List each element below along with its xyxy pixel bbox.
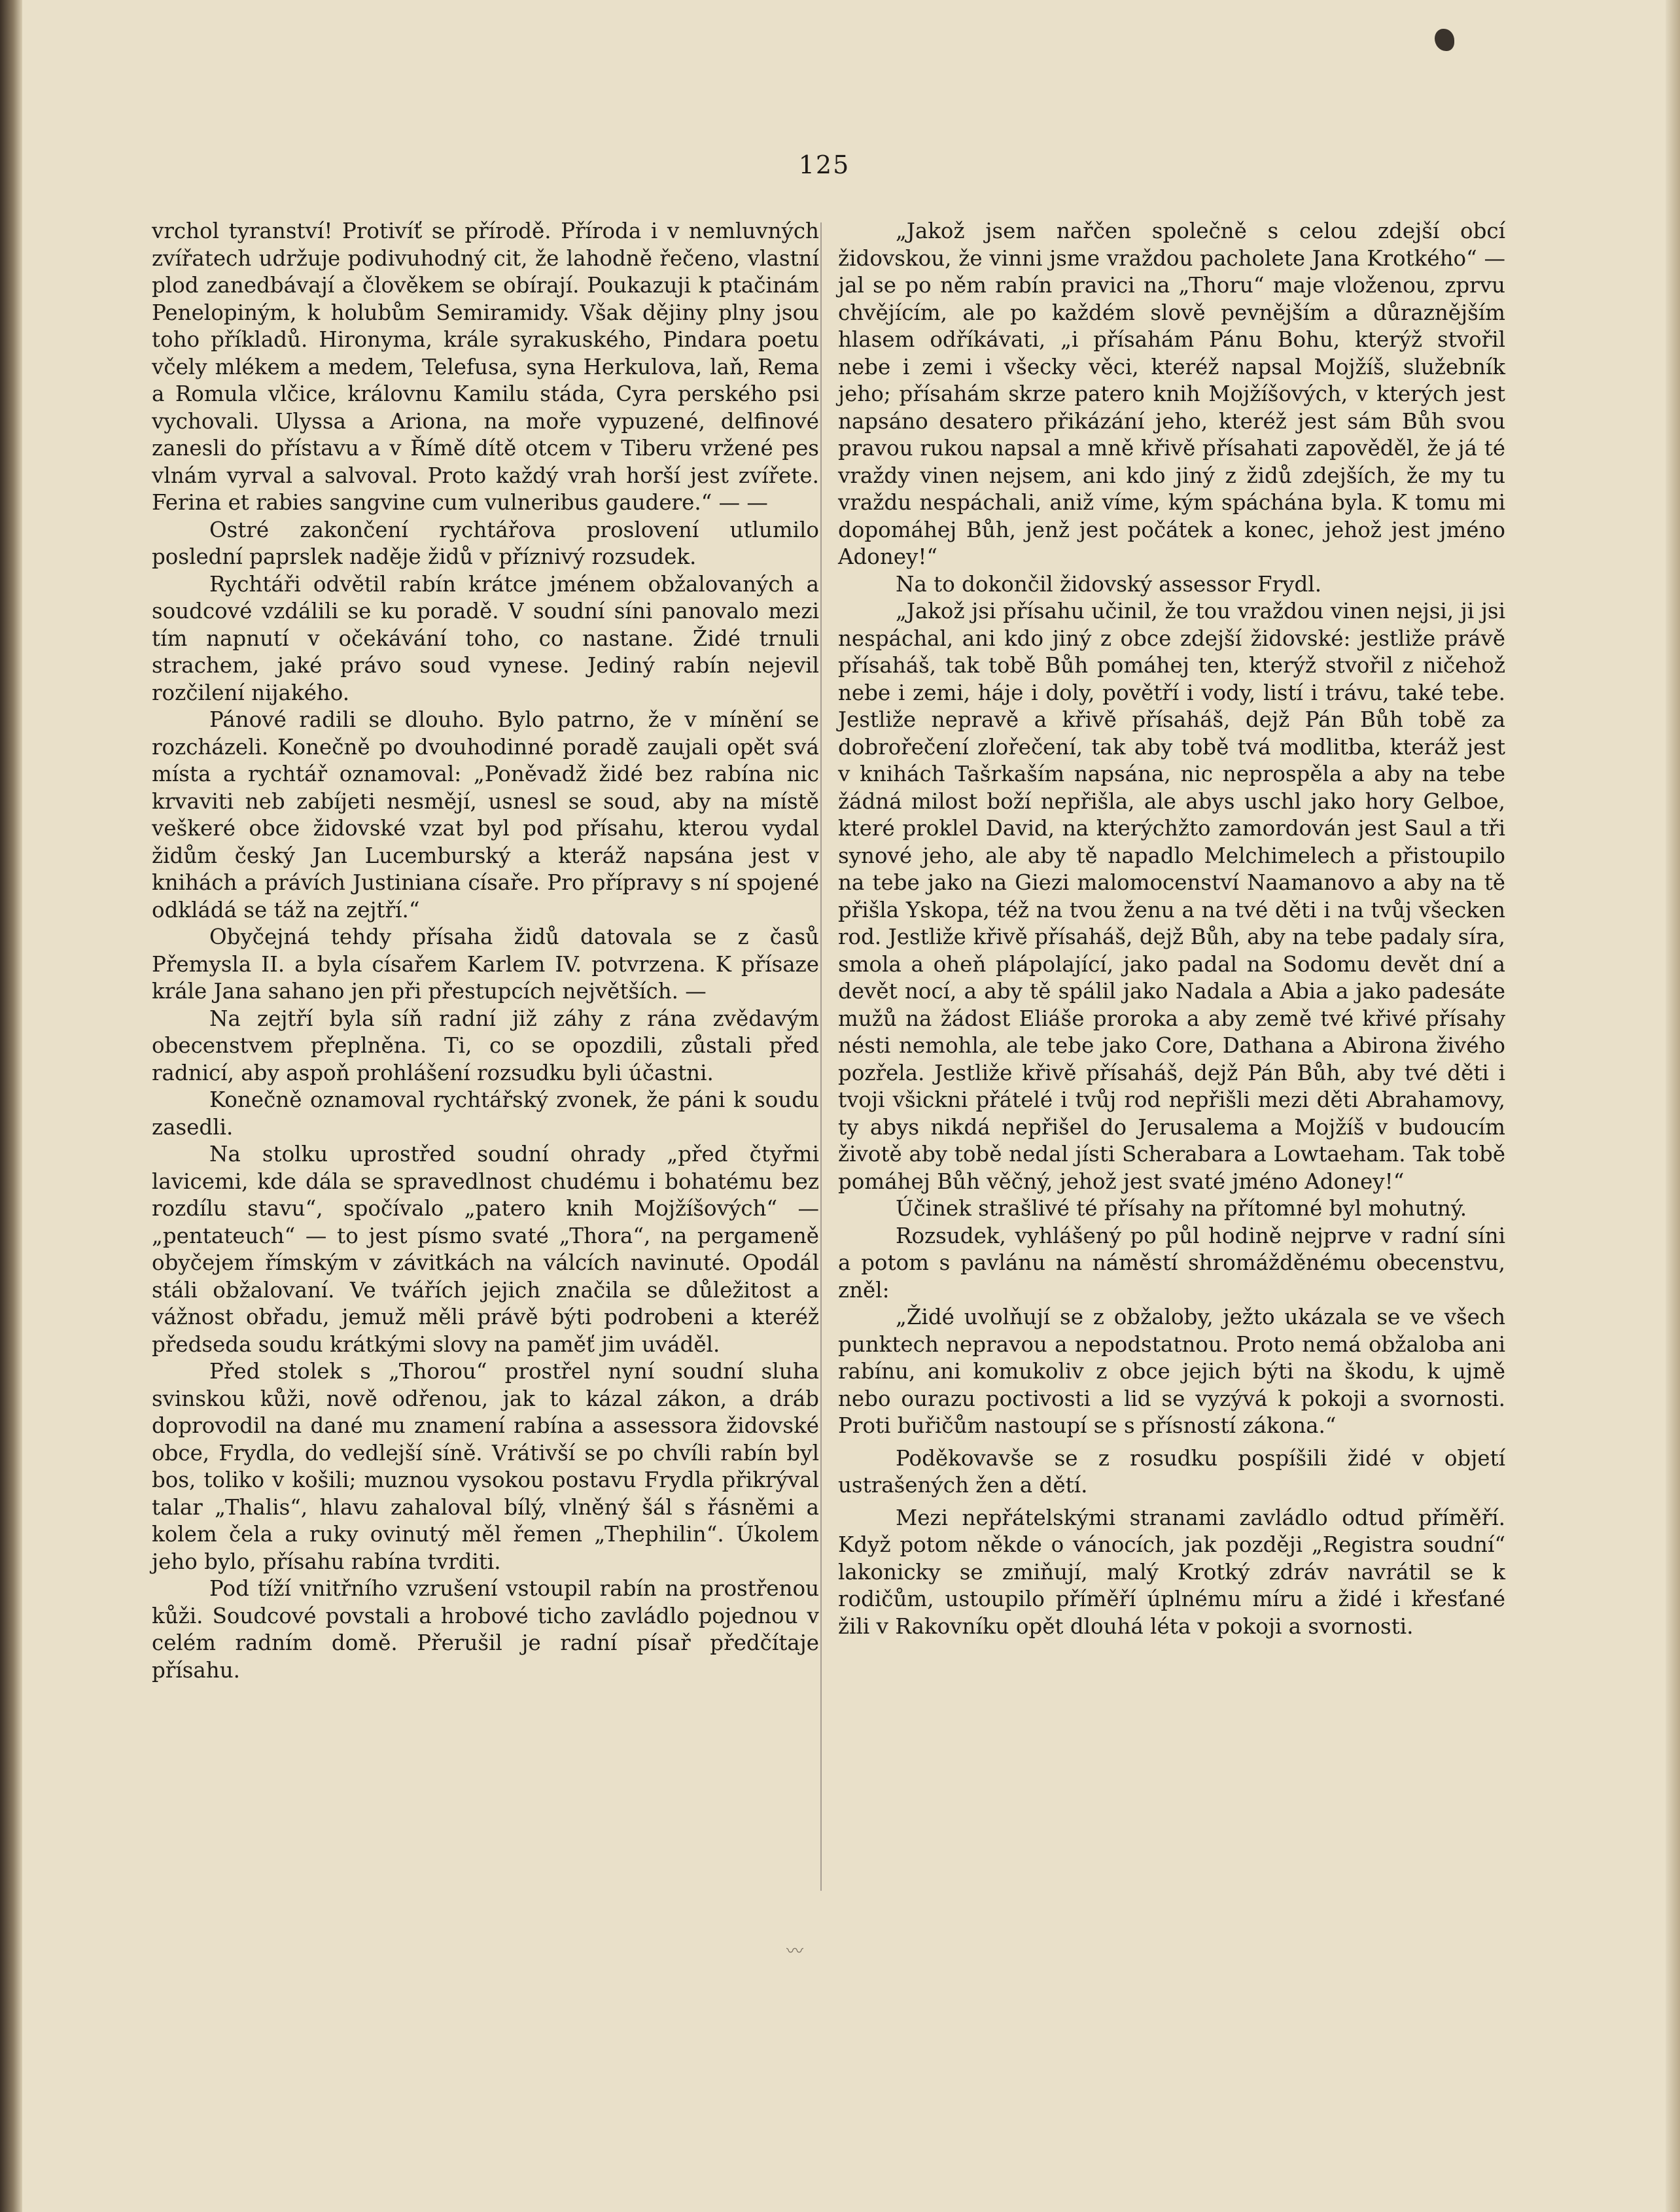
right-column (838, 218, 1505, 1640)
paragraph: Rozsudek, vyhlášený po půl hodině nejprve v radní síni a potom s pavlánu na náměstí shromážděnému obecenstvu, zněl: (838, 1223, 1505, 1303)
paragraph: „Jakož jsem nařčen společně s celou zdejší obcí židovskou, že vinni jsme vraždou pacholete Jana Krotkého“ — jal se po něm rabín pravici na „Thoru“ maje vloženou, zprvu chvějícím, ale po každém slově pevnějším a důraznějším hlasem odříkávati, „i přísahám Pánu Bohu, kterýž stvořil nebe i zemi i všecky věci, kteréž napsal Mojžíš, služebník jeho; přísahám skrze patero knih Mojžíšových, v kterých jest napsáno desatero přikázání jeho, kteréž jest sám Bůh svou pravou rukou napsal a mně křivě přísahati zapověděl, že já té vraždy vinen nejsem, ani kdo jiný z židů zdejších, že my tu vraždu nespáchali, aniž víme, kým spáchána byla. K tomu mi dopomáhej Bůh, jenž jest počátek a konec, jehož jest jméno Adoney!“ (838, 219, 1505, 569)
paragraph: Ostré zakončení rychtářova proslovení utlumilo poslední paprslek naděje židů v příznivý rozsudek. (152, 517, 819, 569)
paragraph: Rychtáři odvětil rabín krátce jménem obžalovaných a soudcové vzdálili se ku poradě. V soudní síni panovalo mezi tím napnutí v očekávání toho, co nastane. Židé trnuli strachem, jaké právo soud vynese. Jediný rabín nejevil rozčilení nijakého. (152, 571, 819, 705)
paragraph: Mezi nepřátelskými stranami zavládlo odtud příměří. Když potom někde o vánocích, jak později „Registra soudní“ lakonicky se zmiňují, malý Krotký zdráv navrátil se k rodičům, ustoupilo příměří úplnému míru a židé i křesťané žili v Rakovníku opět dlouhá léta v pokoji a svornosti. (838, 1505, 1505, 1639)
paragraph: Pánové radili se dlouho. Bylo patrno, že v mínění se rozcházeli. Konečně po dvouhodinné poradě zaujali opět svá místa a rychtář oznamoval: „Poněvadž židé bez rabína nic krvaviti neb zabíjeti nesmějí, usnesl se soud, aby na místě veškeré obce židovské vzat byl pod přísahu, kterou vydal židům český Jan Lucemburský a kteráž napsána jest v knihách a právích Justiniana císaře. Pro přípravy s ní spojené odkládá se táž na zejtří.“ (152, 707, 819, 922)
column-divider (820, 222, 822, 1891)
left-column (152, 218, 819, 1684)
paragraph: Účinek strašlivé té přísahy na přítomné byl mohutný. (896, 1196, 1467, 1221)
page-outer-edge (1666, 0, 1680, 2212)
page-binding-edge (0, 0, 22, 2212)
paragraph: vrchol tyranství! Protivíť se přírodě. Příroda i v nemluvných zvířatech udržuje podivuhodný cit, že lahodně řečeno, vlastní plod zanedbávají a člověkem se obírají. Poukazuji k ptačinám Penelopiným, k holubům Semiramidy. Však dějiny plny jsou toho příkladů. Hironyma, krále syrakuského, Pindara poetu včely mlékem a medem, Telefusa, syna Herkulova, laň, Rema a Romula vlčice, královnu Kamilu stáda, Cyra perského psi vychovali. Ulyssa a Ariona, na moře vypuzené, delfinové zanesli do přístavu a v Římě dítě otcem v Tiberu vržené pes vlnám vyrval a salvoval. Proto každý vrah horší jest zvířete. Ferina et rabies sangvine cum vulneribus gaudere.“ — — (152, 219, 819, 515)
ink-spot (1435, 29, 1454, 51)
paragraph: Poděkovavše se z rosudku pospíšili židé v objetí ustrašených žen a dětí. (838, 1445, 1505, 1498)
paragraph: „Jakož jsi přísahu učinil, že tou vraždou vinen nejsi, ji jsi nespáchal, ani kdo jiný z obce zdejší židovské: jestliže právě přísaháš, tak tobě Bůh pomáhej ten, kterýž stvořil z ničehož nebe i zemi, háje i doly, povětří i vody, listí i trávu, také tebe. Jestliže nepravě a křivě přísaháš, dejž Pán Bůh tobě za dobrořečení zlořečení, tak aby tobě tvá modlitba, kteráž jest v knihách Tašrkaším napsána, nic neprospěla a aby na tebe žádná milost boží nepřišla, ale abys uschl jako hory Gelboe, které proklel David, na kterýchžto zamordován jest Saul a tři synové jeho, ale aby tě napadlo Melchimelech a přistoupilo na tebe jako na Giezi malomocenství Naamanovo a aby na tě přišla Yskopa, též na tvou ženu a na tvé děti i na tvůj všecken rod. Jestliže křivě přísaháš, dejž Bůh, aby na tebe padaly síra, smola a oheň plápolající, jako padal na Sodomu devět dní a devět nocí, a aby tě spálil jako Nadala a Abia a jako padesáte mužů na žádost Eliáše proroka a aby země tvé křivé přísahy nésti nemohla, ale tebe jako Core, Dathana a Abirona živého pozřela. Jestliže křivě přísaháš, dejž Pán Bůh, aby tvé děti i tvoji všickni přátelé i tvůj rod nepřišli mezi děti Abrahamovy, ty abys nikdá nepřišel do Jerusalema a Mojžíš v budoucím životě aby tobě nedal jísti Scherabara a Lowtaeham. Tak tobě pomáhej Bůh věčný, jehož jest svaté jméno Adoney!“ (838, 599, 1505, 1194)
paragraph: Na to dokončil židovský assessor Frydl. (896, 571, 1322, 597)
page-number: 125 (798, 150, 850, 179)
paragraph: Před stolek s „Thorou“ prostřel nyní soudní sluha svinskou kůži, nově odřenou, jak to kázal zákon, a dráb doprovodil na dané mu znamení rabína a assessora židovské obce, Frydla, do vedlejší síně. Vrátivší se po chvíli rabín byl bos, toliko v košili; muznou vysokou postavu Frydla přikrýval talar „Thalis“, hlavu zahaloval bílý, vlněný šál s řásněmi a kolem čela a ruky ovinutý měl řemen „Thephilin“. Úkolem jeho bylo, přísahu rabína tvrditi. (152, 1359, 819, 1574)
paragraph: Pod tíží vnitřního vzrušení vstoupil rabín na prostřenou kůži. Soudcové povstali a hrobové ticho zavládlo pojednou v celém radním domě. Přerušil je radní písař předčítaje přísahu. (152, 1576, 819, 1683)
paragraph: Konečně oznamoval rychtářský zvonek, že páni k soudu zasedli. (152, 1087, 819, 1140)
end-ornament: 〰 (786, 1942, 803, 1961)
paragraph: Obyčejná tehdy přísaha židů datovala se z časů Přemysla II. a byla císařem Karlem IV. potvrzena. K přísaze krále Jana sahano jen při přestupcích největších. — (152, 924, 819, 1004)
paragraph: Na zejtří byla síň radní již záhy z rána zvědavým obecenstvem přeplněna. Ti, co se opozdili, zůstali před radnicí, aby aspoň prohlášení rozsudku byli účastni. (152, 1006, 819, 1085)
paragraph: „Židé uvolňují se z obžaloby, ježto ukázala se ve všech punktech nepravou a nepodstatnou. Proto nemá obžaloba ani rabínu, ani komukoliv z obce jejich býti na škodu, k ujmě nebo ourazu poctivosti a lid se vyzývá k pokoji a svornosti. Proti buřičům nastoupí se s přísností zákona.“ (838, 1305, 1505, 1438)
paragraph: Na stolku uprostřed soudní ohrady „před čtyřmi lavicemi, kde dála se spravedlnost chudému i bohatému bez rozdílu stavu“, spočívalo „patero knih Mojžíšových“ — „pentateuch“ — to jest písmo svaté „Thora“, na pergameně obyčejem římským v závitkách na válcích navinuté. Opodál stáli obžalovaní. Ve tvářích jejich značila se důležitost a vážnost obřadu, jemuž měli právě býti podrobeni a kteréž předseda soudu krátkými slovy na paměť jim uváděl. (152, 1142, 819, 1357)
